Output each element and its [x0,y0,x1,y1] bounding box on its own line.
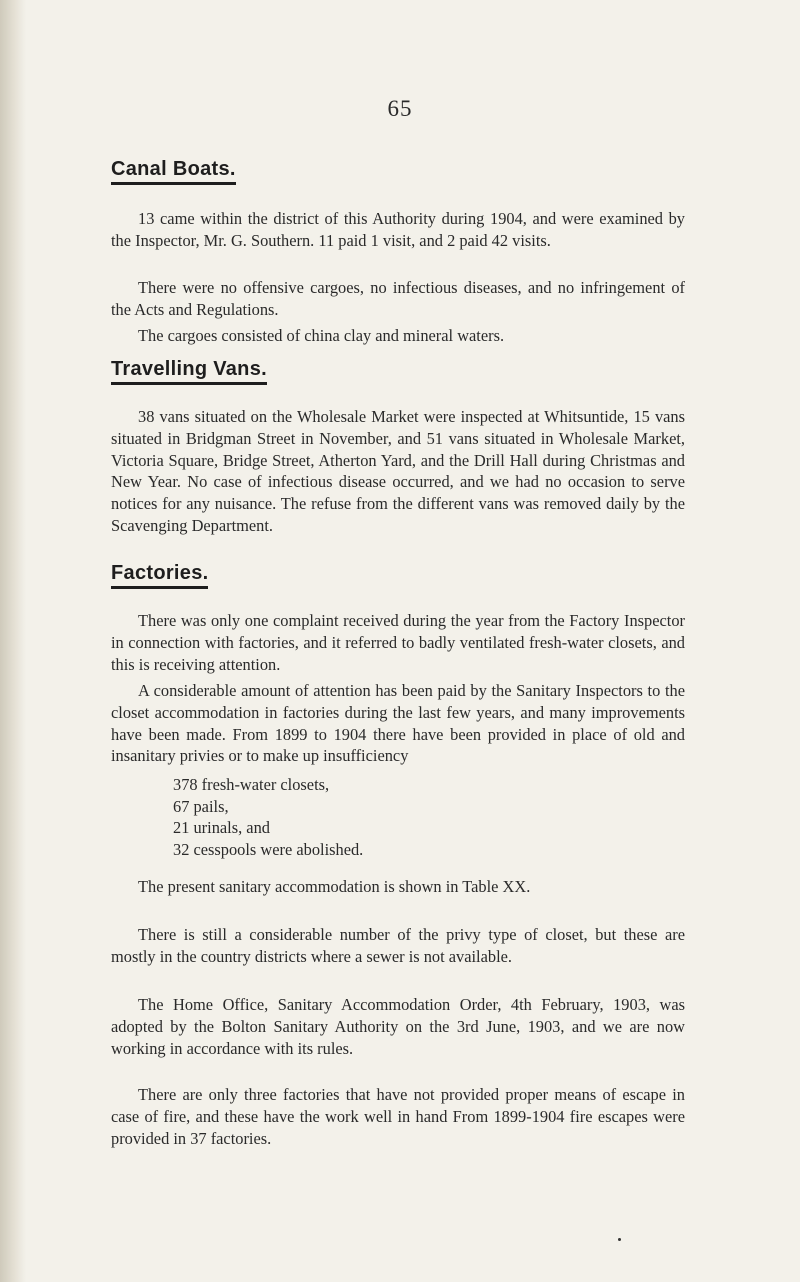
paragraph-closet-improvements: A considerable amount of attention has been paid by the Sanitary Inspectors to the closet accommodation in factories during the last few years, and many improvements have been made. From 1899 to 1904 there have been provided in place of old and insanitary privies or to make up insufficiency [111,681,685,766]
heading-text: Travelling Vans. [111,358,267,380]
page-spine-shadow [0,0,26,1282]
list-item: 32 cesspools were abolished. [173,839,364,859]
list-item: 378 fresh-water closets, [173,775,330,794]
section-heading-factories [111,562,208,585]
heading-text: Factories. [111,562,209,584]
paragraph-home-office-order: The Home Office, Sanitary Accommodation Order, 4th February, 1903, was adopted by the Bolton Sanitary Authority on the 3rd June, 1903, and we are now working in accordance with its rules. [111,995,685,1058]
paragraph-fire-escapes: There are only three factories that have not provided proper means of escape in case of fire, and these have the work well in hand From 1899-1904 fire escapes were provided in 37 factories. [111,1085,685,1148]
print-speck [618,1238,621,1241]
heading-underline [111,182,236,185]
section-heading-canal-boats [111,158,236,181]
heading-underline [111,586,208,589]
page-number: 65 [387,96,413,121]
paragraph-canal-visits: 13 came within the district of this Authority during 1904, and were examined by the Inspector, Mr. G. Southern. 11 paid 1 visit, and 2 paid 42 visits. [111,209,685,250]
heading-underline [111,382,267,385]
paragraph-privy-closets: There is still a considerable number of the privy type of closet, but these are mostly in the country districts where a sewer is not available. [111,925,685,966]
paragraph-table-reference: The present sanitary accommodation is shown in Table XX. [138,877,531,896]
list-item: 67 pails, [173,796,229,816]
list-item: 21 urinals, and [173,818,270,837]
provisions-list [173,774,363,860]
section-heading-travelling-vans [111,358,267,381]
paragraph-canal-cargoes: There were no offensive cargoes, no infectious diseases, and no infringement of the Acts and Regulations. [111,278,685,319]
paragraph-vans-inspection: 38 vans situated on the Wholesale Market were inspected at Whitsuntide, 15 vans situated in Bridgman Street in November, and 51 vans situated in Wholesale Market, Victoria Square, Bridge Street, Atherton Yard, and the Drill Hall during Christmas and New Year. No case of infectious disease occurred, and we had no occasion to serve notices for any nuisance. The refuse from the different vans was removed daily by the Scavenging Department. [111,407,685,535]
paragraph-factory-complaint: There was only one complaint received during the year from the Factory Inspector in connection with factories, and it referred to badly ventilated fresh-water closets, and this is receiving attention. [111,611,685,674]
paragraph-canal-cargo-types: The cargoes consisted of china clay and mineral waters. [138,326,505,345]
heading-text: Canal Boats. [111,158,236,180]
